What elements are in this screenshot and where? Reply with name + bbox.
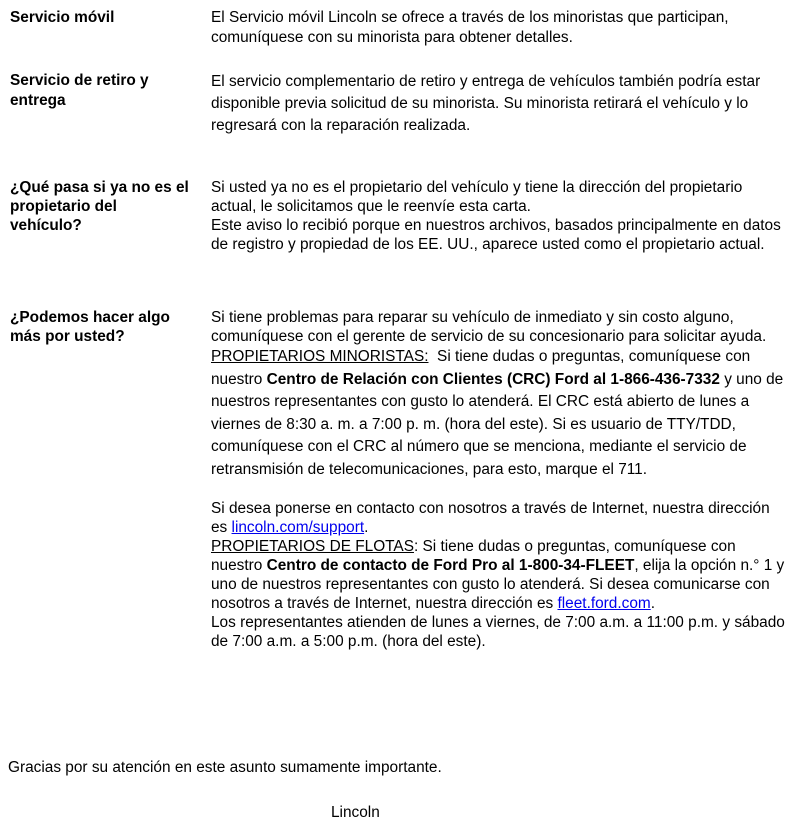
signature: Lincoln [331, 804, 380, 821]
section-text-not-owner [211, 178, 786, 254]
section-text-mobile: El Servicio móvil Lincoln se ofrece a través de los minoristas que participan, comuníquese con su minorista para obtener detalles. [211, 9, 729, 46]
section-label-not-owner: ¿Qué pasa si ya no es el propietario del vehículo? [10, 179, 189, 234]
not-owner-paragraph-2: Este aviso lo recibió porque en nuestros archivos, basados principalmente en datos de registro y propiedad de los EE. UU., aparece usted como el propietario actual. [211, 217, 781, 253]
retail-text-b: y uno de nuestros representantes con gusto lo atenderá. El CRC está abierto de lunes a viernes de 8:30 a. m. a 7:00 p. m. (hora del este). Si es usuario de TTY/TDD, comuníquese con el CRC al número que se menciona, mediante el servicio de retransmisión de telecomunicaciones, para esto, marque el 711. [211, 370, 784, 478]
retail-heading: PROPIETARIOS MINORISTAS: [211, 348, 429, 365]
fleet-text-a: : Si tiene dudas o preguntas, comuníquese con nuestro [211, 538, 736, 574]
more-intro: Si tiene problemas para reparar su vehículo de inmediato y sin costo alguno, comuníquese con el gerente de servicio de su concesionario para solicitar ayuda. [211, 309, 767, 345]
section-text-pickup: El servicio complementario de retiro y entrega de vehículos también podría estar disponible previa solicitud de su minorista. Su minorista retirará el vehículo y lo regresará con la reparación realizada. [211, 73, 761, 134]
fleet-ford-link[interactable]: fleet.ford.com [557, 595, 651, 612]
not-owner-paragraph-1: Si usted ya no es el propietario del vehículo y tiene la dirección del propietario actual, le solicitamos que le reenvíe esta carta. [211, 179, 743, 215]
closing-text: Gracias por su atención en este asunto sumamente importante. [8, 759, 442, 776]
fleet-text-b: , elija la opción n.° 1 y uno de nuestros representantes con gusto lo atenderá. Si desea comunicarse con nosotros a través de Internet, nuestra dirección es [211, 557, 785, 612]
fleet-text-c: . [650, 595, 656, 612]
retail-crc-phone: Centro de Relación con Clientes (CRC) Ford al 1-866-436-7332 [266, 370, 720, 388]
fleet-contact-phone: Centro de contacto de Ford Pro al 1-800-34-FLEET [266, 557, 635, 574]
lincoln-support-link[interactable]: lincoln.com/support [231, 519, 365, 536]
internet-text-a: Si desea ponerse en contacto con nosotros a través de Internet, nuestra dirección es [211, 500, 770, 536]
internet-text-b: . [364, 519, 369, 536]
section-label-pickup: Servicio de retiro y entrega [10, 72, 149, 109]
section-label-mobile: Servicio móvil [10, 9, 115, 26]
section-text-more [211, 308, 786, 651]
retail-text-a: Si tiene dudas o preguntas, comuníquese con nuestro [211, 348, 755, 388]
internet-paragraph [211, 499, 786, 537]
fleet-heading: PROPIETARIOS DE FLOTAS [211, 538, 414, 555]
hours-paragraph: Los representantes atienden de lunes a viernes, de 7:00 a.m. a 11:00 p.m. y sábado de 7:00 a.m. a 5:00 p.m. (hora del este). [211, 614, 785, 650]
fleet-paragraph [211, 537, 786, 613]
retail-paragraph [211, 346, 786, 481]
section-label-more: ¿Podemos hacer algo más por usted? [10, 309, 170, 345]
